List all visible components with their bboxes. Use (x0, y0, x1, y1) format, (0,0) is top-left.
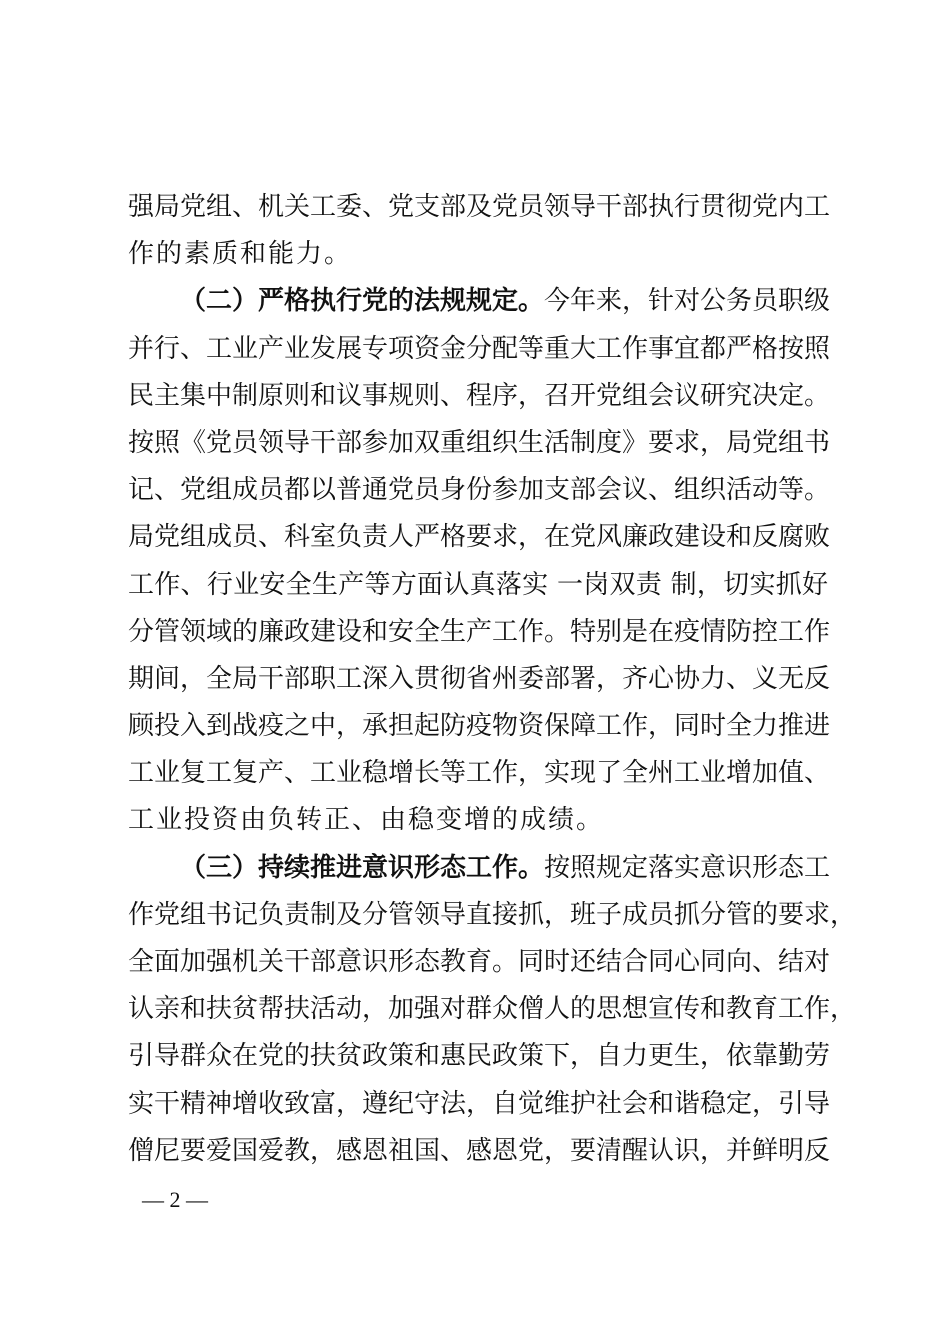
page-number: — 2 — (142, 1187, 208, 1212)
text-line: 局党组成员、科室负责人严格要求，在党风廉政建设和反腐败 (128, 522, 831, 553)
text-line: 期间，全局干部职工深入贯彻省州委部署，齐心协力、义无反 (128, 663, 831, 694)
text-line: 实干精神增收致富，遵纪守法，自觉维护社会和谐稳定，引导 (128, 1088, 831, 1119)
text-line: 僧尼要爱国爱教，感恩祖国、感恩党，要清醒认识，并鲜明反 (128, 1135, 831, 1166)
text-line: 全面加强机关干部意识形态教育。同时还结合同心同向、结对 (128, 947, 831, 977)
text-line: 记、党组成员都以普通党员身份参加支部会议、组织活动等。 (128, 475, 831, 506)
text-line: 引导群众在党的扶贫政策和惠民政策下，自力更生，依靠勤劳 (128, 1041, 831, 1072)
text-line: 分管领域的廉政建设和安全生产工作。特别是在疫情防控工作 (128, 616, 831, 647)
text-line: 按照《党员领导干部参加双重组织生活制度》要求，局党组书 (128, 427, 831, 458)
text-line: 认亲和扶贫帮扶活动，加强对群众僧人的思想宣传和教育工作， (128, 994, 857, 1025)
section-heading-line (128, 845, 831, 892)
text-line: 作党组书记负责制及分管领导直接抓，班子成员抓分管的要求， (128, 899, 857, 930)
text-line: 强局党组、机关工委、党支部及党员领导干部执行贯彻党内工 (128, 192, 831, 222)
text-line: 并行、工业产业发展专项资金分配等重大工作事宜都严格按照 (128, 333, 831, 364)
text-line: 工业复工复产、工业稳增长等工作，实现了全州工业增加值、 (128, 758, 831, 789)
text-run: 按照规定落实意识形态工 (544, 852, 831, 883)
text-line: 工作、行业安全生产等方面认真落实 一岗双责 制，切实抓好 (128, 569, 828, 600)
section-heading: （二）严格执行党的法规规定。 (180, 286, 545, 317)
text-line: 作的素质和能力。 (128, 239, 353, 270)
section-heading-line (128, 278, 831, 325)
document-body (128, 184, 857, 1175)
text-line: 民主集中制原则和议事规则、程序，召开党组会议研究决定。 (128, 380, 831, 411)
text-run: 今年来，针对公务员职级 (544, 286, 831, 317)
text-line: 顾投入到战疫之中，承担起防疫物资保障工作，同时全力推进 (128, 711, 831, 742)
text-line: 工业投资由负转正、由稳变增的成绩。 (128, 805, 605, 836)
section-heading: （三）持续推进意识形态工作。 (180, 852, 545, 883)
